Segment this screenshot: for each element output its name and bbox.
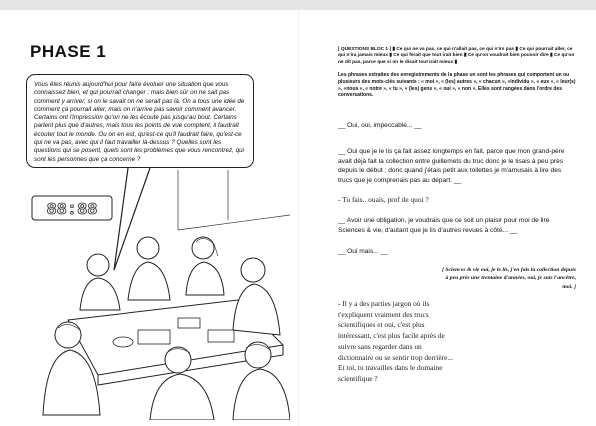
quote-item: __ Oui mais... __ bbox=[338, 248, 388, 255]
speech-bubble: Vous êtes réunis aujourd'hui pour faire évoluer une situation que vous connaissez bien, et qui pourrait changer ; mais bien sûr on ne sait pas comment y arriver, si on le savait on ne serait pas là. On a tous une idée de comment ça pourrait aller, mais on n'arrive pas savoir comment avancer. Certains ont l'impression qu'on ne les écoute pas jusqu'au bout. Certains parlent plus que d'autres, mais tous les points de vue comptent, il faudrait écouter tout le monde. Ou on en est, qu'est-ce qu'il faudrait faire, qu'est-ce qui ne va pas, avec qui il faut travailler là-dessus ? Quelles sont les questions qui se posent, quels sont les problèmes que vous rencontrez, qui sont les personnes que ça concerne ? bbox=[26, 74, 254, 168]
quote-item: __ Oui, oui, impeccable... __ bbox=[338, 122, 422, 129]
serif-quote-item: - Il y a des parties jargon où ils t'expliquent vraiment des trucs scientifiques et oui, c'est plus intéressant, c'est plus facile après de suivre sans regarder dans un dictionnaire ou se sentir trop derrière... Et toi, tu travailles dans le domaine scientifique ? bbox=[338, 299, 453, 384]
quote-item: __ Oui que je le lis ça fait assez longtemps en fait, parce que mon grand-père avait déjà fait la collection entre guillemets du truc donc je le lisais à peu près depuis le début ; donc quand j'étais petit aux toilettes je m'amusais à lire des trucs que je comprenais pas au départ. __ bbox=[338, 148, 565, 184]
digital-clock-icon bbox=[32, 196, 112, 220]
intro-paragraph: Les phrases extraites des enregistrements de la phase un sont les phrases qui comportent un ou plusieurs des mots-clés suivants : « moi », « (les) autres », « chacun », «individu », « eux », « leur(s) », «nous », « notre », « tu », « (les) gens », « oui », « non ». Elles sont rangées dans l'ordre des conversations. bbox=[338, 72, 576, 99]
top-border bbox=[0, 0, 596, 10]
phase-title: PHASE 1 bbox=[30, 42, 107, 61]
meeting-illustration bbox=[28, 170, 290, 420]
questions-header: [ QUESTIONS BLOC 1 ] ▮ Ce qui ne va pas, ce qui n'allait pas, ce qui n'irs pas ▮ Ce qui pourrait aller, ce qui n'ira jamais mieux ▮ Ce qui ferait que tout irait bien ▮ Ce qu'on voudrait bien pouvoir dire ▮ Ce qu'on ne dit pas, parce que si on le disait tout irait mieux ▮ bbox=[338, 47, 575, 65]
quote-item: __ Avoir une obligation, je voudrais que ce soit un plaisir pour moi de lire Sciences & vie, d'autant que je lis d'autres revues à côté... __ bbox=[338, 217, 550, 234]
clock-display: 88:88 bbox=[46, 201, 98, 220]
page-spine bbox=[298, 10, 299, 426]
side-note: [ Sciences & vie oui, je le lis, j'en fais la collection depuis à peu près une trentaine d'années, oui, je suis l'ancêtre, moi. ] bbox=[442, 267, 576, 290]
serif-quote-item: - Tu fais.. ouais, prof de quoi ? bbox=[338, 195, 429, 204]
